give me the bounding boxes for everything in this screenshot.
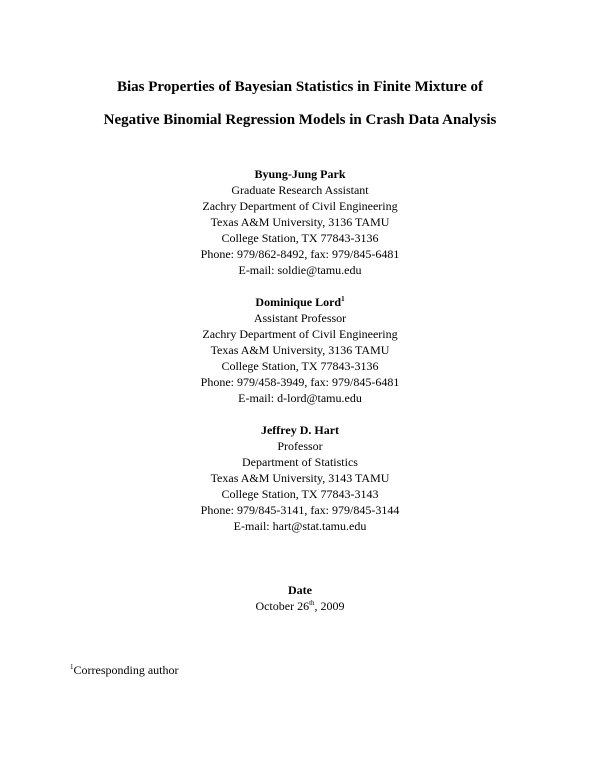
date-block xyxy=(0,582,600,614)
footnote xyxy=(70,662,178,678)
author-email: E-mail: hart@stat.tamu.edu xyxy=(233,519,367,533)
author-university: Texas A&M University, 3143 TAMU xyxy=(210,471,390,485)
author-university: Texas A&M University, 3136 TAMU xyxy=(210,215,390,229)
author-position: Professor xyxy=(277,439,323,453)
corresponding-author-marker: 1 xyxy=(341,295,345,303)
author-city: College Station, TX 77843-3143 xyxy=(221,487,379,501)
date-label: Date xyxy=(288,583,312,597)
paper-title-line-2: Negative Binomial Regression Models in Crash Data Analysis xyxy=(103,112,497,128)
author-name: Dominique Lord$^1$ xyxy=(255,295,345,309)
author-position: Assistant Professor xyxy=(253,311,347,325)
author-department: Zachry Department of Civil Engineering xyxy=(202,199,398,213)
author-position: Graduate Research Assistant xyxy=(231,183,369,197)
author-university: Texas A&M University, 3136 TAMU xyxy=(210,343,390,357)
date-value: October 26th, 2009 xyxy=(255,599,345,613)
paper-title-line-1: Bias Properties of Bayesian Statistics in Finite Mixture of xyxy=(116,79,484,95)
author-phone: Phone: 979/845-3141, fax: 979/845-3144 xyxy=(200,503,400,517)
author-name: Jeffrey D. Hart xyxy=(260,423,340,437)
author-city: College Station, TX 77843-3136 xyxy=(221,231,379,245)
footnote-text: Corresponding author xyxy=(73,663,179,677)
author-email: E-mail: soldie@tamu.edu xyxy=(238,263,362,277)
author-department: Department of Statistics xyxy=(242,455,358,469)
author-department: Zachry Department of Civil Engineering xyxy=(202,327,398,341)
author-phone: Phone: 979/458-3949, fax: 979/845-6481 xyxy=(200,375,400,389)
footnote-marker: 1 xyxy=(70,663,74,671)
author-block-2 xyxy=(0,294,600,406)
author-phone: Phone: 979/862-8492, fax: 979/845-6481 xyxy=(200,247,400,261)
author-city: College Station, TX 77843-3136 xyxy=(221,359,379,373)
author-block-1 xyxy=(0,166,600,278)
author-name: Byung-Jung Park xyxy=(254,167,346,181)
author-email: E-mail: d-lord@tamu.edu xyxy=(238,391,362,405)
author-block-3 xyxy=(0,422,600,534)
date-ordinal: th xyxy=(309,599,315,607)
